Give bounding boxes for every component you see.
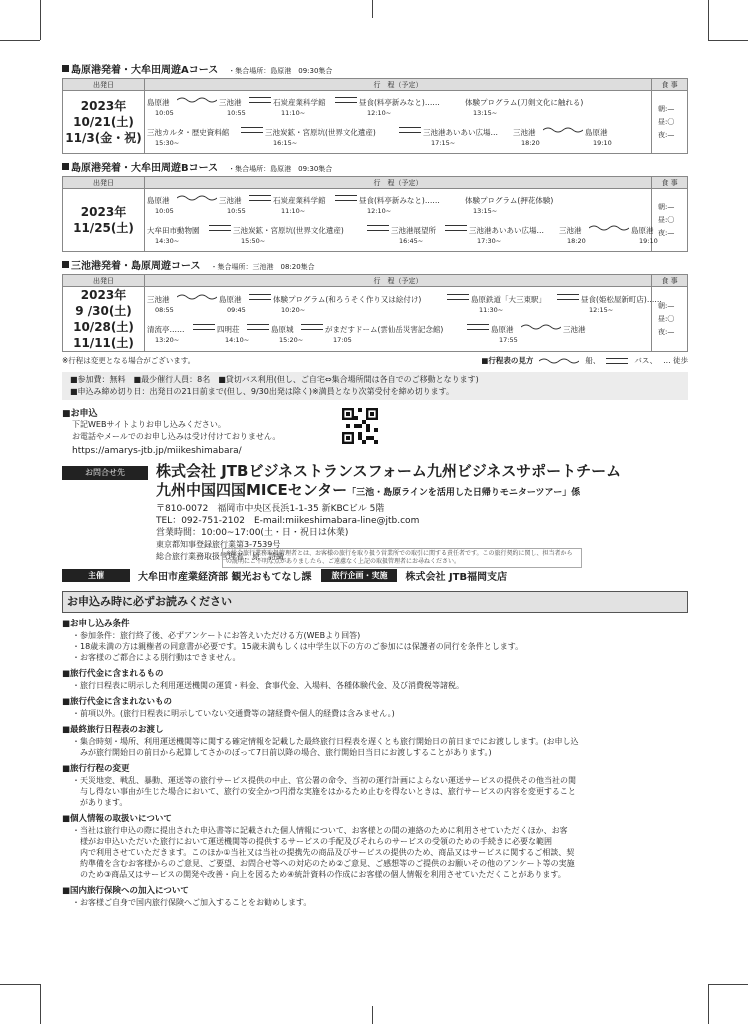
meeting-info: ・集合場所：島原港 09:30集合 [228,67,333,75]
meal-entry: 夜:— [658,228,675,237]
course-title-text: 三池港発着・島原周遊コース [71,261,201,272]
apply-url-link[interactable]: https://amarys-jtb.jp/miikeshimabara/ [72,446,242,456]
itinerary-time: 11:10~ [281,109,306,117]
bus-line-icon [557,294,579,300]
terms-line: みが旅行開始日の前日から起算してさかのぼって7日前以降の場合、旅行開始日当日にお渡しすることがあります。) [72,748,492,757]
terms-line: ・当社は旅行申込の際に提出された申込書等に記載された個人情報について、お客様との間の連絡のために利用させていただくほか、お客 [72,826,568,835]
terms-line: ・お客様のご都合による別行動はできません。 [72,653,241,662]
itinerary-place: 三池港 [219,98,242,107]
contact-tel-email[interactable]: TEL：092-751-2102 E-mail:miikeshimabara-line@jtb.com [156,516,420,526]
header-date: 出発日 [63,177,145,189]
page-content [62,56,688,908]
apply-line: 下記WEBサイトよりお申し込みください。 [72,420,226,429]
crop-mark [0,40,40,41]
contact-hours: 営業時間：10:00~17:00(土・日・祝日は休業) [156,528,349,538]
itinerary-place: 島原港 [631,226,654,235]
itinerary-time: 10:20~ [281,306,306,314]
contact-manager: 総合旅行業務取扱管理者：原 詩織 [156,552,284,561]
date-cell [63,287,145,352]
bus-line-icon [606,358,628,364]
ship-wave-icon [177,293,217,301]
itinerary-time: 10:05 [155,109,174,117]
itinerary-line [145,95,651,123]
bus-line-icon [249,294,271,300]
itinerary-place: 三池炭鉱・宮原坑(世界文化遺産) [233,226,344,235]
itinerary-place: 島原港 [147,196,170,205]
itinerary-time: 14:30~ [155,237,180,245]
meal-entry: 昼:〇 [658,117,675,126]
itinerary-time: 16:45~ [399,237,424,245]
itinerary-time: 14:10~ [225,336,250,344]
course-title-text: 島原港発着・大牟田周遊Bコース [71,163,219,174]
departure-date: 2023年 [80,99,127,113]
ship-wave-icon [543,126,583,134]
course-title [62,257,688,272]
itinerary-place: 島原港 [147,98,170,107]
legend-walk: … 徒歩 [663,356,688,365]
crop-mark [708,984,709,1024]
itinerary-time: 10:55 [227,207,246,215]
contact-center [156,481,686,503]
terms-line: ・集合時刻・場所、利用運送機関等に関する確定情報を記載した最終旅行日程表を遅くとも旅行開始日の前日までにお渡しします。(お申し込 [72,737,579,746]
itinerary-place: 体験プログラム(刀剣文化に触れる) [465,98,584,107]
contact-company: 株式会社 JTBビジネストランスフォーム九州ビジネスサポートチーム [156,462,622,480]
legend-label: ■行程表の見方 [481,356,534,365]
itinerary-line [145,292,662,320]
bus-line-icon [249,97,271,103]
crop-mark [708,984,748,985]
itinerary-time: 15:30~ [155,139,180,147]
itinerary-place: 昼食(姫松屋新町店)…… [581,295,662,304]
ship-wave-icon [539,357,579,365]
terms-line: 様がお申込いただいた旅行において運送機関等の提供するサービスの手配及びそれらのサービスの受領のための手続きに必要な範囲 [72,837,552,846]
meal-entry: 朝:— [658,104,675,113]
header-date: 出発日 [63,275,145,287]
itinerary-place: 三池港 [219,196,242,205]
itinerary-cell [145,287,662,352]
ship-wave-icon [589,224,629,232]
bus-line-icon [447,294,469,300]
square-bullet-icon [62,163,69,170]
itinerary-place: 体験プログラム(和ろうそく作り又は絵付け) [273,295,422,304]
departure-date: 2023年 [80,205,127,219]
terms-line: 内で利用させていただきます。このほか①当社又は当社の提携先の商品及びサービスの提供のため、商品又はサービスに関するご相談、契 [72,848,575,857]
itinerary-time: 11:30~ [479,306,504,314]
itinerary-time: 12:10~ [367,109,392,117]
terms-line: ・旅行日程表に明示した利用運送機関の運賃・料金、食事代金、入場料、各種体験代金、及び消費税等諸税。 [72,681,464,690]
itinerary-place: 清流亭…… [147,325,185,334]
course-table [62,274,688,352]
itinerary-place: 三池カルタ・歴史資料館 [147,128,230,137]
crop-mark [40,984,41,1024]
itinerary-time: 15:50~ [241,237,266,245]
bus-line-icon [193,324,215,330]
contact-project: 「三池・島原ラインを活用した日帰りモニターツアー」係 [347,488,581,498]
terms-heading: ■個人情報の取扱いについて [62,814,172,824]
terms-line: ・天災地変、戦乱、暴動、運送等の旅行サービス提供の中止、官公署の命令、当初の運行計画によらない運送サービスの提供その他当社の関 [72,776,576,785]
departure-date: 11/25(土) [73,221,134,235]
meal-entry: 昼:〇 [658,314,675,323]
bus-line-icon [241,127,263,133]
info-line: ■参加費：無料 ■最少催行人員：8名 ■貸切バス利用(但し、ご自宅⇔集合場所間は各自でのご移動となります) [70,375,479,384]
departure-date: 11/3(金・祝) [65,131,142,145]
itinerary-time: 12:15~ [589,306,614,314]
itinerary-time: 18:20 [521,139,540,147]
terms-line: ・前項以外。(旅行日程表に明示していない交通費等の諸経費や個人的経費は含みません。) [72,709,395,718]
sponsor-label: 主催 [62,569,130,582]
terms-line: ・参加条件：旅行終了後、必ずアンケートにお答えいただける方(WEBより回答) [72,631,361,640]
itinerary-time: 19:10 [639,237,658,245]
itinerary-time: 16:15~ [273,139,298,147]
itinerary-time: 08:55 [155,306,174,314]
bus-line-icon [249,195,271,201]
itinerary-time: 12:10~ [367,207,392,215]
departure-date: 2023年 [80,288,127,302]
itinerary-time: 11:10~ [281,207,306,215]
terms-heading: ■旅行代金に含まれるもの [62,669,164,679]
change-note: ※行程は変更となる場合がございます。 [62,356,196,365]
contact-section [62,462,688,566]
sponsor-name: 大牟田市産業経済部 観光おもてなし課 [138,572,312,583]
itinerary-place: 三池港 [559,226,582,235]
course-table [62,176,688,252]
bus-line-icon [301,324,323,330]
itinerary-place: 三池港あいあい広場… [423,128,498,137]
itinerary-time: 10:05 [155,207,174,215]
itinerary-line [145,193,651,221]
meeting-info: ・集合場所：三池港 08:20集合 [210,263,315,271]
itinerary-time: 17:30~ [477,237,502,245]
itinerary-time: 13:15~ [473,109,498,117]
itinerary-time: 19:10 [593,139,612,147]
info-box [62,372,688,400]
itinerary-place: 三池炭鉱・宮原坑(世界文化遺産) [265,128,376,137]
organizer-label: 旅行企画・実施 [321,569,397,582]
itinerary-place: 体験プログラム(押花体験) [465,196,554,205]
terms-heading: ■旅行行程の変更 [62,764,130,774]
date-cell [63,189,145,252]
header-date: 出発日 [63,79,145,91]
contact-registration: 東京都知事登録旅行業第3-7539号 [156,540,281,549]
square-bullet-icon [62,261,69,268]
terms-heading: ■国内旅行保険への加入について [62,886,189,896]
header-itinerary: 行 程（予定） [145,177,652,189]
itinerary-place: 三池港展望所 [391,226,436,235]
contact-center-name: 九州中国四国MICEセンター [156,481,348,499]
manager-note: ※総合旅行業務取扱管理者とは、お客様の旅行を取り扱う営業所での取引に関する責任者です。この旅行契約に関し、担当者からの説明にご不明な点がありましたら、ご遠慮なく上記の取扱管理者にお尋ねください。 [222,548,582,568]
itinerary-place: 昼食(料亭新みなと)…… [359,196,440,205]
itinerary-place: 島原港 [585,128,608,137]
crop-mark [372,0,373,18]
departure-date: 9 /30(土) [75,304,132,318]
legend-bus: バス、 [634,356,658,365]
header-itinerary: 行 程（予定） [145,275,652,287]
terms-line: のため③商品又はサービスの開発や改善・向上を図るため④統計資料の作成にお客様の個人情報を利用させていただくことがあります。 [72,870,566,879]
itinerary-legend [481,355,688,366]
itinerary-place: 石炭産業科学館 [273,98,326,107]
bus-line-icon [367,225,389,231]
meals-cell [652,91,688,154]
bus-line-icon [335,97,357,103]
square-bullet-icon [62,65,69,72]
departure-date: 11/11(土) [73,336,134,350]
ship-wave-icon [177,194,217,202]
header-meals: 食 事 [652,275,688,287]
itinerary-place: 三池港 [513,128,536,137]
crop-mark [708,40,748,41]
header-meals: 食 事 [652,79,688,91]
sponsor-row [62,568,688,583]
itinerary-time: 10:55 [227,109,246,117]
itinerary-time: 17:15~ [431,139,456,147]
qr-code-icon[interactable] [342,408,378,444]
info-line: ■申込み締め切り日：出発日の21日前まで(但し、9/30出発は除く)※満員となり次第受付を締め切ります。 [70,387,455,396]
bus-line-icon [209,225,231,231]
itinerary-notes [62,355,688,366]
crop-mark [0,984,40,985]
terms-line: 与し得ない事由が生じた場合において、旅行の安全かつ円滑な実施をはかるため止むを得ないときは、旅行サービスの内容を変更すること [72,787,576,796]
crop-mark [708,0,709,40]
course-list [62,61,688,352]
terms-line: があります。 [72,798,128,807]
terms-title: お申込み時に必ずお読みください [62,591,688,613]
itinerary-place: 三池港あいあい広場… [469,226,544,235]
meal-entry: 夜:— [658,327,675,336]
departure-date: 10/21(土) [73,115,134,129]
crop-mark [372,1006,373,1024]
legend-ship: 船、 [585,356,601,365]
meal-entry: 昼:〇 [658,215,675,224]
course-table [62,78,688,154]
date-cell [63,91,145,154]
ship-wave-icon [521,323,561,331]
terms-heading: ■旅行代金に含まれないもの [62,697,173,707]
organizer-name: 株式会社 JTB福岡支店 [405,572,508,583]
itinerary-place: 昼食(料亭新みなと)…… [359,98,440,107]
bus-line-icon [467,324,489,330]
bus-line-icon [445,225,467,231]
terms-heading: ■最終旅行日程表のお渡し [62,725,164,735]
course-title [62,159,688,174]
itinerary-time: 13:20~ [155,336,180,344]
header-itinerary: 行 程（予定） [145,79,652,91]
itinerary-time: 17:05 [333,336,352,344]
meeting-info: ・集合場所：島原港 09:30集合 [228,165,333,173]
itinerary-place: 三池港 [147,295,170,304]
terms-line: ・18歳未満の方は親権者の同意書が必要です。15歳未満もしくは中学生以下の方のご参加には保護者の同行を条件とします。 [72,642,524,651]
itinerary-time: 13:15~ [473,207,498,215]
itinerary-line [145,223,658,251]
itinerary-line [145,322,651,350]
departure-date: 10/28(土) [73,320,134,334]
terms-line: ・お客様ご自身で国内旅行保険へご加入することをお勧めします。 [72,898,312,907]
terms-heading: ■お申し込み条件 [62,619,130,629]
itinerary-place: 四明荘 [217,325,240,334]
terms-list [62,619,688,908]
itinerary-place: 島原鉄道「大三東駅」 [471,295,546,304]
course-title-text: 島原港発着・大牟田周遊Aコース [71,65,219,76]
crop-mark [40,0,41,40]
bus-line-icon [399,127,421,133]
itinerary-cell [145,91,652,154]
header-meals: 食 事 [652,177,688,189]
meal-entry: 朝:— [658,202,675,211]
itinerary-place: がまだすドーム(雲仙岳災害記念館) [325,325,444,334]
itinerary-time: 09:45 [227,306,246,314]
itinerary-cell [145,189,658,252]
itinerary-time: 17:55 [499,336,518,344]
itinerary-time: 18:20 [567,237,586,245]
bus-line-icon [335,195,357,201]
meal-entry: 夜:— [658,130,675,139]
itinerary-place: 大牟田市動物園 [147,226,200,235]
ship-wave-icon [177,96,217,104]
itinerary-line [145,125,651,153]
contact-label: お問合せ先 [62,466,148,480]
course-title [62,61,688,76]
itinerary-place: 石炭産業科学館 [273,196,326,205]
apply-line: お電話やメールでのお申し込みは受け付けておりません。 [72,432,281,441]
contact-address: 〒810-0072 福岡市中央区長浜1-1-35 新KBCビル 5階 [156,504,385,514]
apply-title: ■お申込 [62,409,98,419]
itinerary-place: 島原城 [271,325,294,334]
itinerary-time: 15:20~ [279,336,304,344]
itinerary-place: 島原港 [219,295,242,304]
terms-line: 約準備を含むお客様からのご意見、ご要望、お問合せ等への対応のため②ご意見、ご感想等のご提供のお願いその他のアンケート等の実施 [72,859,575,868]
itinerary-place: 島原港 [491,325,514,334]
itinerary-place: 三池港 [563,325,586,334]
meal-entry: 朝:— [658,301,675,310]
bus-line-icon [247,324,269,330]
